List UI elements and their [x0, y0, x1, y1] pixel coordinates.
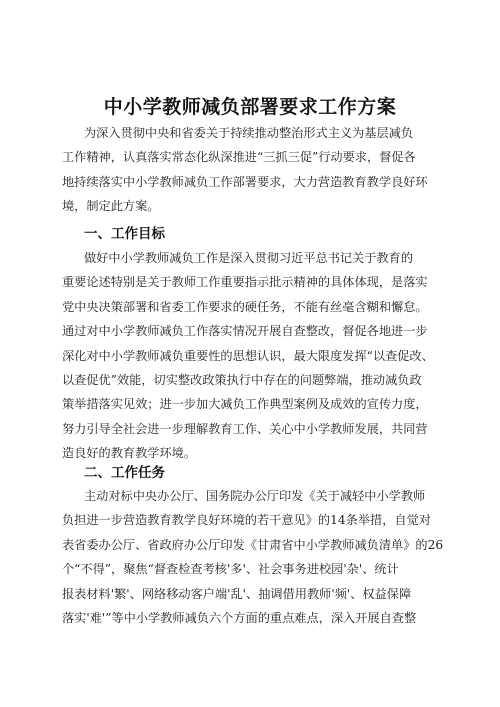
intro-line: 地持续落实中小学教师减负工作部署要求，大力营造教育教学良好环 — [62, 174, 428, 189]
section1-line: 做好中小学教师减负工作是深入贯彻习近平总书记关于教育的 — [84, 251, 414, 265]
section2-line: 报表材料'繁'、网络移动客户端'乱'、抽调借用教师'频'、权益保障 — [62, 586, 412, 601]
intro-line: 为深入贯彻中央和省委关于持续推动整治形式主义为基层减负 — [84, 126, 414, 140]
document-title: 中小学教师减负部署要求工作方案 — [103, 96, 397, 118]
section2-line: 负担进一步营造教育教学良好环境的若干意见》的14条举措，自觉对 — [62, 513, 431, 528]
section1-line: 以查促优”效能，切实整改政策执行中存在的问题弊端，推动减负政 — [62, 373, 422, 388]
intro-line: 境，制定此方案。 — [62, 199, 160, 214]
section1-paragraph — [62, 246, 446, 466]
intro-paragraph — [62, 121, 446, 219]
section1-line: 重要论述特别是关于教师工作重要指示批示精神的具体体现，是落实 — [62, 275, 428, 290]
section1-line: 造良好的教育教学环境。 — [62, 446, 197, 461]
section1-line: 党中央决策部署和省委工作要求的硬任务，不能有丝毫含糊和懈怠。 — [62, 299, 428, 314]
section2-heading: 二、工作任务 — [84, 465, 165, 481]
section1-line: 深化对中小学教师减负重要性的思想认识，最大限度发挥“以查促改、 — [62, 348, 434, 363]
section2-line: 表省委办公厅、省政府办公厅印发《甘肃省中小学教师减负清单》的26 — [62, 537, 444, 552]
intro-line: 工作精神，认真落实常态化纵深推进“三抓三促”行动要求，督促各 — [62, 150, 416, 165]
section1-line: 通过对中小学教师减负工作落实情况开展自查整改，督促各地进一步 — [62, 324, 428, 339]
section2-line: 落实'难'”等中小学教师减负六个方面的重点难点，深入开展自查整 — [62, 611, 417, 626]
section2-paragraph — [62, 484, 446, 630]
section1-heading: 一、工作目标 — [84, 226, 165, 242]
section2-line: 个“不得”，聚焦“督查检查考核'多'、社会事务进校园'杂'、统计 — [62, 562, 399, 577]
section1-line: 策举措落实见效；进一步加大减负工作典型案例及成效的宣传力度， — [62, 397, 428, 412]
section1-line: 努力引导全社会进一步理解教育工作、关心中小学教师发展，共同营 — [62, 421, 428, 436]
section2-line: 主动对标中央办公厅、国务院办公厅印发《关于减轻中小学教师 — [84, 489, 426, 503]
